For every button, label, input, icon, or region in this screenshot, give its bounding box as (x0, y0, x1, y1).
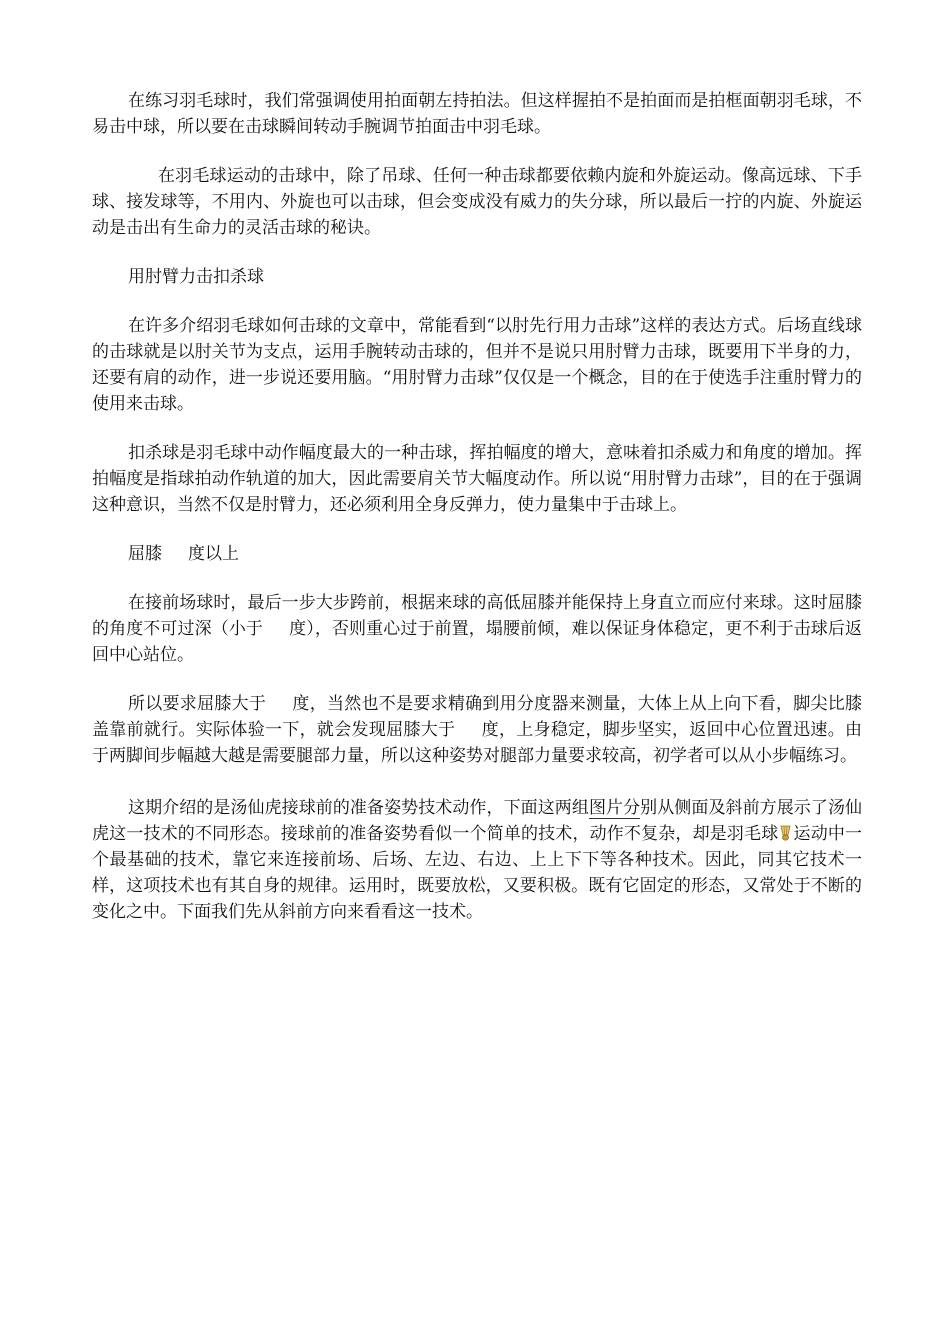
paragraph-front-court-a: 在接前场球时，最后一步大步跨前，根据来球的高低屈膝并能保持上身直立而应付来球。这时屈膝的角度不可过深（小于 (92, 593, 862, 639)
section-heading-elbow: 用肘臂力击扣杀球 (128, 267, 264, 287)
paragraph-knee-angle-a: 所以要求屈膝大于 (128, 694, 267, 714)
paragraph-front-court-b: 度），否则重心过于前置，塌腰前倾，难以保证身体稳定，更不利于击球后返回中心站位。 (92, 619, 863, 665)
paragraph-ready-stance-c: 运动中一个最基础的技术，靠它来连接前场、后场、左边、右边、上上下下等各种技术。因此，同其它技术一样，这项技术也有其自身的规律。运用时，既要放松，又要积极。既有它固定的形态，又常处于不断的变化之中。下面我们先从斜前方向来看看这一技术。 (92, 824, 863, 922)
paragraph-ready-stance-b: 别从侧面及斜前方展示了汤仙虎这一技术的不同形态。接球前的准备姿势看似一个简单的技术，动作不复杂，却是羽毛球 (92, 798, 863, 844)
pictures-link[interactable]: 图片分 (588, 798, 641, 818)
section-heading-knee (92, 541, 862, 567)
paragraph-ready-stance (92, 795, 862, 925)
heading-knee-part-b: 度以上 (188, 544, 239, 564)
paragraph-rotation: 在羽毛球运动的击球中，除了吊球、任何一种击球都要依赖内旋和外旋运动。像高远球、下手球、接发球等，不用内、外旋也可以击球，但会变成没有威力的失分球，所以最后一拧的内旋、外旋运动是击出有生命力的灵活击球的秘诀。 (92, 166, 862, 238)
paragraph-front-court (92, 590, 862, 668)
shuttlecock-icon (779, 825, 792, 841)
paragraph-elbow: 在许多介绍羽毛球如何击球的文章中，常能看到“以肘先行用力击球”这样的表达方式。后场直线球的击球就是以肘关节为支点，运用手腕转动击球的，但并不是说只用肘臂力击球，既要用下半身的力，还要有肩的动作，进一步说还要用脑。“用肘臂力击球”仅仅是一个概念，目的在于使选手注重肘臂力的使用来击球。 (92, 316, 862, 414)
paragraph-grip: 在练习羽毛球时，我们常强调使用拍面朝左持拍法。但这样握拍不是拍面而是拍框面朝羽毛球，不易击中球，所以要在击球瞬间转动手腕调节拍面击中羽毛球。 (92, 91, 862, 137)
document-body (92, 88, 862, 925)
paragraph-knee-angle-c: 度，上身稳定，脚步坚实，返回中心位置迅速。由于两脚间步幅越大越是需要腿部力量，所以这种姿势对腿部力量要求较高，初学者可以从小步幅练习。 (92, 720, 863, 766)
paragraph-smash: 扣杀球是羽毛球中动作幅度最大的一种击球，挥拍幅度的增大，意味着扣杀威力和角度的增加。挥拍幅度是指球拍动作轨道的加大，因此需要肩关节大幅度动作。所以说“用肘臂力击球”，目的在于强调这种意识，当然不仅是肘臂力，还必须利用全身反弹力，使力量集中于击球上。 (92, 443, 862, 515)
paragraph-knee-angle-b: 度，当然也不是要求精确到用分度器来测量，大体上从上向下看，脚尖比膝盖靠前就行。实际体验一下，就会发现屈膝大于 (92, 694, 863, 740)
paragraph-knee-angle (92, 691, 862, 769)
heading-knee-part-a: 屈膝 (128, 544, 162, 564)
paragraph-ready-stance-a: 这期介绍的是汤仙虎接球前的准备姿势技术动作，下面这两组 (128, 798, 589, 818)
